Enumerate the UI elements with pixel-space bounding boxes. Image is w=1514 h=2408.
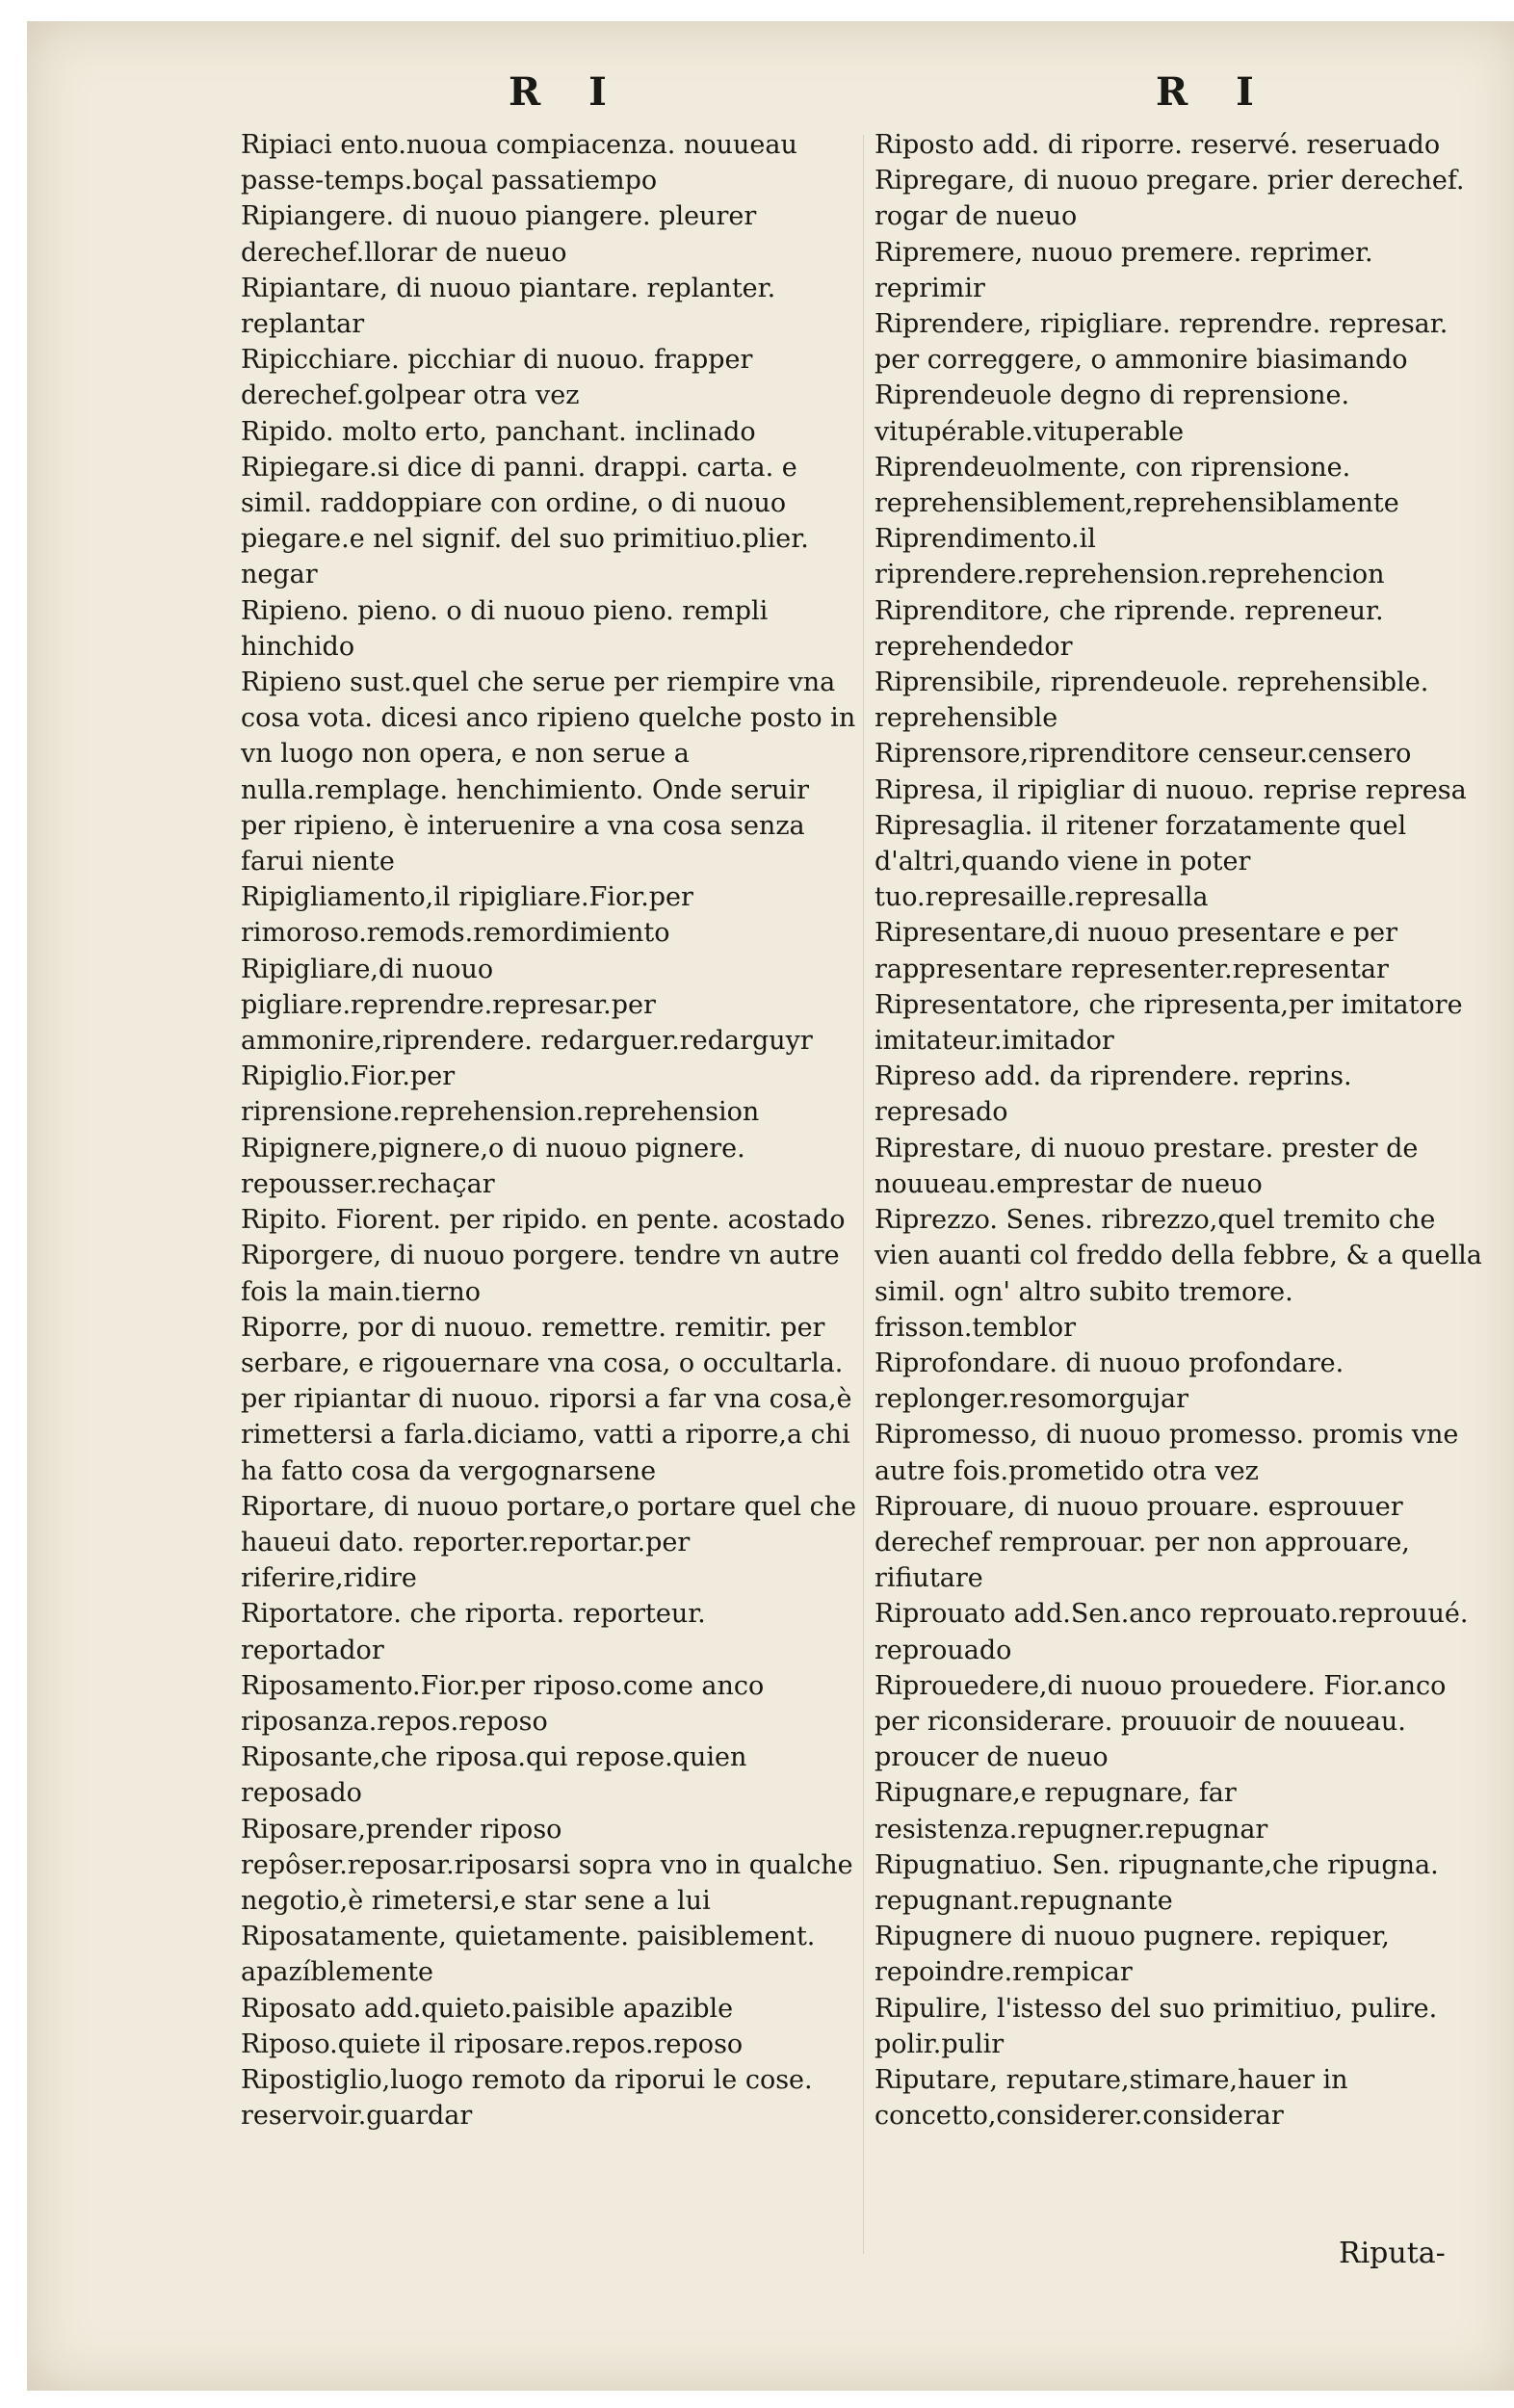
dictionary-entry: Riprensore,riprenditore censeur.censero bbox=[874, 739, 1412, 770]
dictionary-entry: Riprendere, ripigliare. reprendre. represar. per correggere, o ammonire biasimando bbox=[874, 309, 1449, 376]
dictionary-entry: Riprestare, di nuouo prestare. prester de nouueau.emprestar de nueuo bbox=[874, 1133, 1419, 1199]
dictionary-entry: Riporre, por di nuouo. remettre. remitir. per serbare, e rigouernare vna cosa, o occultarla. per ripiantar di nuouo. riporsi a far vna cosa,è rimettersi a farla.diciamo, vatti a riporre,a chi ha fatto cosa da vergognarsene bbox=[241, 1312, 852, 1486]
dictionary-entry: Ripugnere di nuouo pugnere. repiquer, repoindre.rempicar bbox=[874, 1922, 1390, 1988]
left-column bbox=[241, 127, 857, 2133]
dictionary-entry: Ripugnatiuo. Sen. ripugnante,che ripugna. repugnant.repugnante bbox=[874, 1849, 1439, 1916]
dictionary-entry: Ripiegare.si dice di panni. drappi. carta. e simil. raddoppiare con ordine, o di nuouo piegare.e nel signif. del suo primitiuo.plier. negar bbox=[241, 452, 809, 590]
dictionary-entry: Riprendeuolmente, con riprensione. reprehensiblement,reprehensiblamente bbox=[874, 452, 1399, 519]
dictionary-entry: Ripregare, di nuouo pregare. prier derechef. rogar de nueuo bbox=[874, 166, 1465, 232]
dictionary-entry: Riprendeuole degno di reprensione. vitupérable.vituperable bbox=[874, 380, 1350, 447]
dictionary-entry: Ripido. molto erto, panchant. inclinado bbox=[241, 416, 756, 447]
dictionary-entry: Ripieno sust.quel che serue per riempire vna cosa vota. dicesi anco ripieno quelche posto in vn luogo non opera, e non serue a nulla.remplage. henchimiento. Onde seruir per ripieno, è interuenire a vna cosa senza farui niente bbox=[241, 667, 856, 877]
dictionary-entry: Riprouare, di nuouo prouare. esprouuer derechef remprouar. per non approuare, rifiutare bbox=[874, 1491, 1410, 1594]
dictionary-entry: Riprendimento.il riprendere.reprehension.reprehencion bbox=[874, 524, 1385, 590]
dictionary-entry: Ripugnare,e repugnare, far resistenza.repugner.repugnar bbox=[874, 1778, 1268, 1845]
dictionary-entry: Ripremere, nuouo premere. reprimer. reprimir bbox=[874, 237, 1373, 303]
dictionary-entry: Riposto add. di riporre. reservé. reseruado bbox=[874, 130, 1441, 160]
dictionary-entry: Ripito. Fiorent. per ripido. en pente. acostado bbox=[241, 1205, 846, 1236]
dictionary-entry: Ripulire, l'istesso del suo primitiuo, pulire. polir.pulir bbox=[874, 1993, 1438, 2059]
dictionary-entry: Riposante,che riposa.qui repose.quien reposado bbox=[241, 1742, 747, 1809]
dictionary-entry: Riposare,prender riposo repôser.reposar.riposarsi sopra vno in qualche negotio,è rimetersi,e star sene a lui bbox=[241, 1814, 853, 1916]
dictionary-entry: Ripiangere. di nuouo piangere. pleurer derechef.llorar de nueuo bbox=[241, 201, 757, 268]
dictionary-entry: Ripromesso, di nuouo promesso. promis vne autre fois.prometido otra vez bbox=[874, 1420, 1459, 1486]
right-column bbox=[874, 127, 1491, 2133]
dictionary-entry: Ripreso add. da riprendere. reprins. represado bbox=[874, 1061, 1352, 1128]
dictionary-entry: Ripignere,pignere,o di nuouo pignere. repousser.rechaçar bbox=[241, 1133, 745, 1199]
dictionary-entry: Riprofondare. di nuouo profondare. replonger.resomorgujar bbox=[874, 1348, 1344, 1415]
dictionary-entry: Ripresentare,di nuouo presentare e per rappresentare representer.representar bbox=[874, 918, 1398, 984]
dictionary-entry: Riputare, reputare,stimare,hauer in concetto,considerer.considerar bbox=[874, 2064, 1348, 2132]
dictionary-entry: Riposato add.quieto.paisible apazible bbox=[241, 1993, 734, 2024]
dictionary-entry: Ripiglio.Fior.per riprensione.reprehension.reprehension bbox=[241, 1061, 760, 1128]
dictionary-entry: Ripicchiare. picchiar di nuouo. frapper derechef.golpear otra vez bbox=[241, 345, 753, 411]
dictionary-entry: Ripiantare, di nuouo piantare. replanter. replantar bbox=[241, 273, 776, 340]
dictionary-entry: Riprenditore, che riprende. repreneur. reprehendedor bbox=[874, 595, 1384, 662]
dictionary-entry: Riprezzo. Senes. ribrezzo,quel tremito che vien auanti col freddo della febbre, & a quella simil. ogn' altro subito tremore. frisson.temblor bbox=[874, 1205, 1482, 1343]
dictionary-entry: Riprensibile, riprendeuole. reprehensible. reprehensible bbox=[874, 667, 1429, 734]
dictionary-entry: Ripresa, il ripigliar di nuouo. reprise represa bbox=[874, 774, 1467, 805]
dictionary-entry: Ripresaglia. il ritener forzatamente quel d'altri,quando viene in poter tuo.represaille.represalla bbox=[874, 810, 1407, 913]
dictionary-entry: Riprouato add.Sen.anco reprouato.reprouué. reprouado bbox=[874, 1599, 1469, 1665]
dictionary-entry: Ripigliare,di nuouo pigliare.reprendre.represar.per ammonire,riprendere. redarguer.redarguyr bbox=[241, 954, 813, 1057]
catchword: Riputa- bbox=[1339, 2237, 1446, 2270]
column-gutter bbox=[863, 135, 864, 2254]
dictionary-entry: Ripresentatore, che ripresenta,per imitatore imitateur.imitador bbox=[874, 989, 1463, 1057]
dictionary-entry: Ripieno. pieno. o di nuouo pieno. rempli hinchido bbox=[241, 595, 769, 662]
dictionary-entry: Riporgere, di nuouo porgere. tendre vn autre fois la main.tierno bbox=[241, 1241, 840, 1307]
dictionary-entry: Riposamento.Fior.per riposo.come anco riposanza.repos.reposo bbox=[241, 1670, 765, 1737]
running-head-right: R I bbox=[1156, 69, 1271, 115]
dictionary-entry: Ripostiglio,luogo remoto da riporui le cose. reservoir.guardar bbox=[241, 2064, 813, 2132]
dictionary-entry: Riportatore. che riporta. reporteur. reportador bbox=[241, 1599, 706, 1665]
dictionary-entry: Riposo.quiete il riposare.repos.reposo bbox=[241, 2028, 744, 2059]
running-head-left: R I bbox=[509, 69, 624, 115]
dictionary-entry: Riportare, di nuouo portare,o portare quel che haueui dato. reporter.reportar.per riferire,ridire bbox=[241, 1491, 857, 1594]
dictionary-entry: Riprouedere,di nuouo prouedere. Fior.anco per riconsiderare. prouuoir de nouueau. proucer de nueuo bbox=[874, 1670, 1447, 1773]
dictionary-entry: Ripiaci ento.nuoua compiacenza. nouueau passe-temps.boçal passatiempo bbox=[241, 130, 797, 196]
dictionary-entry: Riposatamente, quietamente. paisiblement. apazíblemente bbox=[241, 1922, 816, 1988]
dictionary-entry: Ripigliamento,il ripigliare.Fior.per rimoroso.remods.remordimiento bbox=[241, 882, 693, 949]
